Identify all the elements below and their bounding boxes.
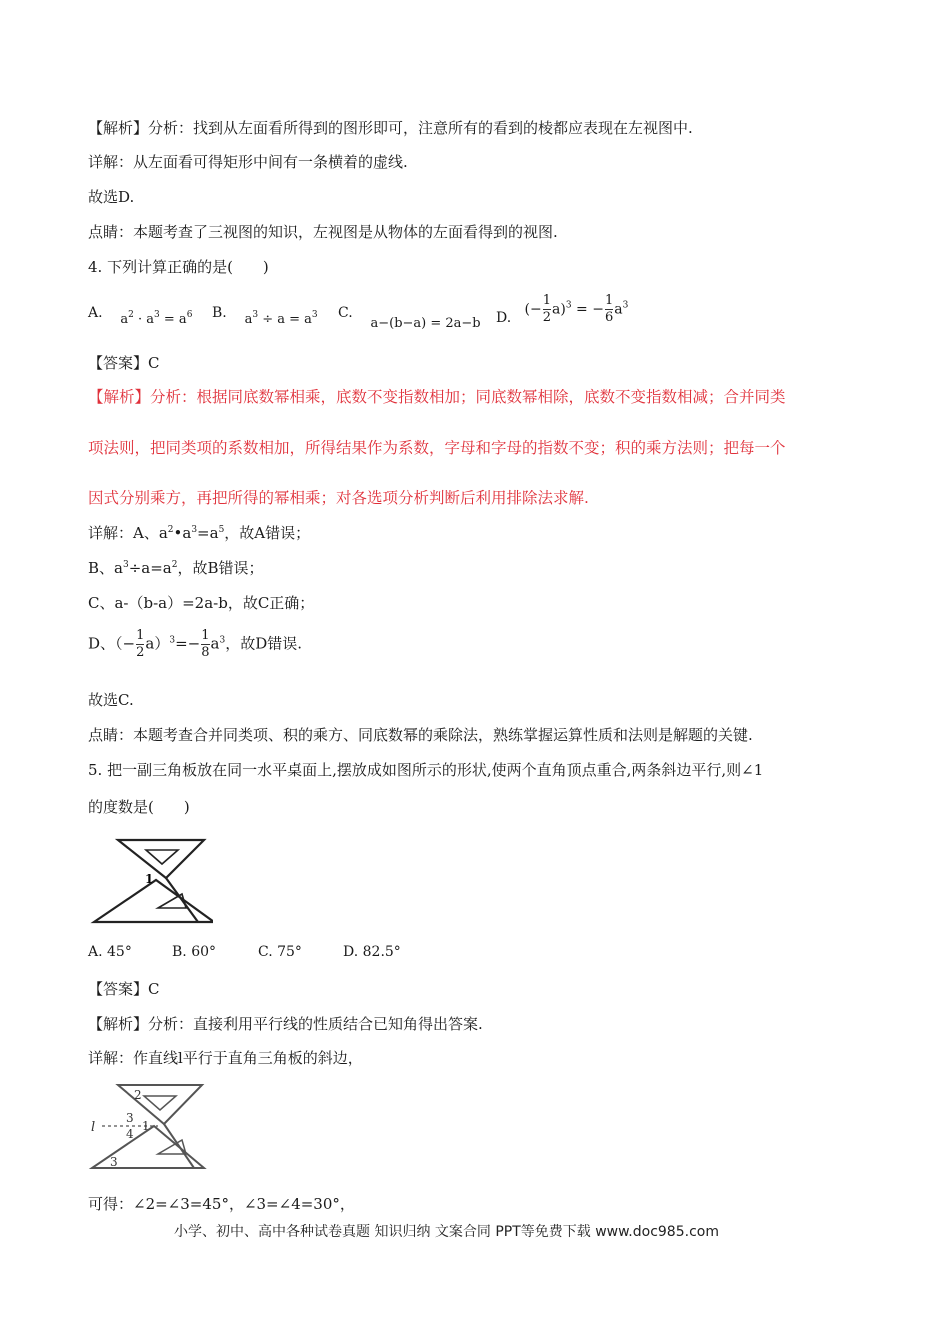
q3-detail: 详解：从左面看可得矩形中间有一条横着的虚线. [88,153,408,171]
q4-option-d: D. (− $\frac{1}{2}$ a)$^3$ = − $\frac{1}{6}$ $a^3$ [496,293,629,326]
q5-angle4-label: 4 [126,1127,134,1141]
q5-stem-line1: 5. 把一副三角板放在同一水平桌面上,摆放成如图所示的形状,使两个直角顶点重合,两条斜边平行,则∠1 [88,761,764,779]
q5-triangle-figure [88,836,213,928]
q5-option-c: C. 75° [258,944,302,960]
q4-detail-a: 详解：A、$a^2•a^3=a^5$，故A错误； [88,524,311,542]
q4-choose: 故选C. [88,691,134,709]
q4-detail-d: D、（− $\frac{1}{2}$ a）$^3$=− $\frac{1}{8}$ $a^3$，故D错误. [88,628,302,660]
q3-comment: 点睛：本题考查了三视图的知识，左视图是从物体的左面看得到的视图. [88,223,558,241]
q4-detail-b: B、$a^3\div a=a^2$，故B错误； [88,559,264,577]
q4-analysis-line2: 项法则，把同类项的系数相加，所得结果作为系数，字母和字母的指数不变；积的乘方法则；把每一个 [88,439,786,457]
q5-option-b: B. 60° [172,944,217,960]
q5-stem-line2: 的度数是( ) [88,798,190,816]
q5-analysis: 【解析】分析：直接利用平行线的性质结合已知角得出答案. [88,1015,483,1033]
q5-angle1-label: 1 [145,872,154,886]
q5-option-d: D. 82.5° [343,944,401,960]
q4-detail-c: C、a-（b-a）=2a-b，故C正确； [88,594,315,612]
q5-option-a: A. 45° [88,944,132,960]
footer-ad: 小学、初中、高中各种试卷真题 知识归纳 文案合同 PPT等免费下载 www.doc985.com [174,1224,719,1240]
q5-answer: 【答案】C [88,980,160,998]
q5-angle2-label: 2 [134,1088,142,1102]
q4-option-c: C. a−(b−a) = 2a−b [338,305,481,331]
q3-choose: 故选D. [88,188,135,206]
q5-result: 可得：∠2=∠3=45°，∠3=∠4=30°， [88,1195,355,1213]
q4-stem: 4. 下列计算正确的是( ) [88,258,269,276]
q5-angle1-label-2: 1 [142,1119,150,1133]
q4-option-a: A. $a^2 \cdot a^3 = a^6$ [88,305,193,327]
q4-analysis-line3: 因式分别乘方，再把所得的幂相乘；对各选项分析判断后利用排除法求解. [88,489,589,507]
q5-angle3b-label: 3 [110,1155,118,1169]
q5-auxiliary-figure [88,1082,213,1174]
q5-line-l-label: l [91,1120,96,1135]
q5-detail: 详解：作直线l平行于直角三角板的斜边， [88,1049,363,1067]
q5-options [88,942,488,964]
q3-analysis: 【解析】分析：找到从左面看所得到的图形即可，注意所有的看到的棱都应表现在左视图中. [88,119,693,137]
q5-angle3-label: 3 [126,1111,134,1125]
q4-analysis-line1: 【解析】分析：根据同底数幂相乘，底数不变指数相加；同底数幂相除，底数不变指数相减；合并同类 [88,388,786,406]
q4-options [88,293,688,333]
q4-option-b: B. $a^3 \div a = a^3$ [212,305,318,327]
q4-comment: 点睛：本题考查合并同类项、积的乘方、同底数幂的乘除法，熟练掌握运算性质和法则是解题的关键. [88,726,753,744]
q4-answer: 【答案】C [88,354,160,372]
